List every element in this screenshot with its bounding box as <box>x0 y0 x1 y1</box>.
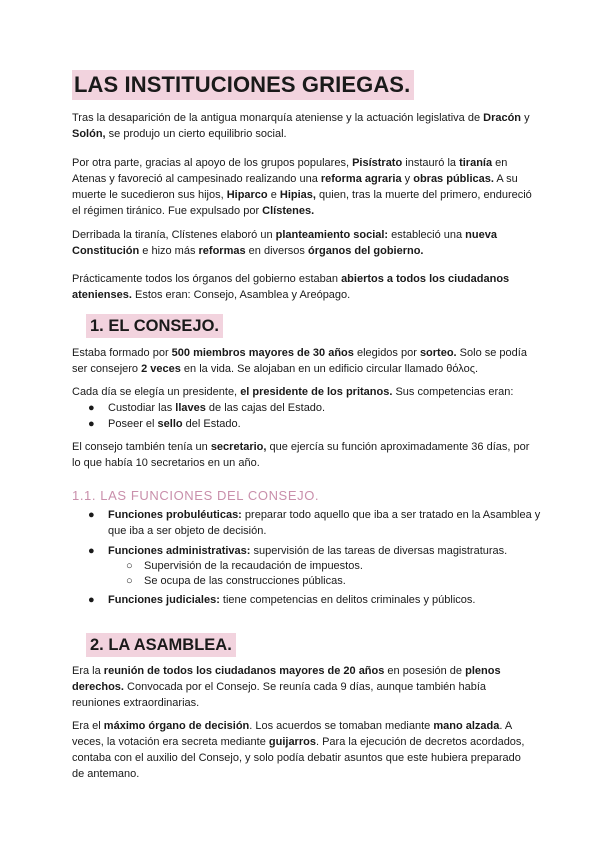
asamblea-paragraph-1: Era la reunión de todos los ciudadanos mayores de 20 años en posesión de plenos derechos. Convocada por el Consejo. Se reunía cada 9 días, aunque también había reuniones extraordinarias. <box>72 665 501 709</box>
consejo-paragraph-1: Estaba formado por 500 miembros mayores de 30 años elegidos por sorteo. Solo se podía ser consejero 2 veces en la vida. Se alojaban en un edificio circular llamado θόλος. <box>72 347 527 375</box>
subsection-heading-funciones: 1.1. LAS FUNCIONES DEL CONSEJO. <box>72 488 320 503</box>
list-item: ● Custodiar las llaves de las cajas del Estado. <box>88 402 326 414</box>
list-item: ● Funciones administrativas: supervisión de las tareas de diversas magistraturas. <box>88 545 508 557</box>
list-item: ○ Supervisión de la recaudación de impuestos. <box>126 560 363 572</box>
section-heading-asamblea: 2. LA ASAMBLEA. <box>86 633 236 657</box>
list-item: ● Funciones judiciales: tiene competencias en delitos criminales y públicos. <box>88 594 476 606</box>
bullet-icon: ● <box>88 418 95 430</box>
bullet-icon: ● <box>88 402 95 414</box>
sub-bullet-icon: ○ <box>126 560 133 572</box>
bullet-icon: ● <box>88 594 95 606</box>
intro-paragraph-1: Tras la desaparición de la antigua monarquía ateniense y la actuación legislativa de Dracón y Solón, se produjo un cierto equilibrio social. <box>72 112 530 140</box>
asamblea-paragraph-2: Era el máximo órgano de decisión. Los acuerdos se tomaban mediante mano alzada. A veces, la votación era secreta mediante guijarros. Para la ejecución de decretos acordados, contaba con el auxilio del Consejo, y solo podía debatir asuntos que este hubiera preparado de antemano. <box>72 720 525 780</box>
list-item: ● Funciones probuléuticas: preparar todo aquello que iba a ser tratado en la Asamblea y que iba a ser objeto de decisión. <box>88 509 541 537</box>
bullet-icon: ● <box>88 509 95 521</box>
section-heading-consejo: 1. EL CONSEJO. <box>86 314 223 338</box>
sub-bullet-icon: ○ <box>126 575 133 587</box>
bullet-icon: ● <box>88 545 95 557</box>
intro-paragraph-3: Derribada la tiranía, Clístenes elaboró un planteamiento social: estableció una nueva Constitución e hizo más reformas en diversos órganos del gobierno. <box>72 229 497 257</box>
list-item: ● Poseer el sello del Estado. <box>88 418 241 430</box>
page-title: LAS INSTITUCIONES GRIEGAS. <box>72 70 414 100</box>
consejo-paragraph-3: El consejo también tenía un secretario, que ejercía su función aproximadamente 36 días, por lo que había 10 secretarios en un año. <box>72 441 530 469</box>
intro-paragraph-4: Prácticamente todos los órganos del gobierno estaban abiertos a todos los ciudadanos atenienses. Estos eran: Consejo, Asamblea y Areópago. <box>72 273 510 301</box>
consejo-paragraph-2: Cada día se elegía un presidente, el presidente de los pritanos. Sus competencias eran: <box>72 386 514 398</box>
intro-paragraph-2: Por otra parte, gracias al apoyo de los grupos populares, Pisístrato instauró la tiranía en Atenas y favoreció al campesinado realizando una reforma agraria y obras públicas. A su muerte le sucedieron sus hijos, Hiparco e Hipias, quien, tras la muerte del primero, endureció el régimen tiránico. Fue expulsado por Clístenes. <box>72 157 532 217</box>
list-item: ○ Se ocupa de las construcciones públicas. <box>126 575 346 587</box>
